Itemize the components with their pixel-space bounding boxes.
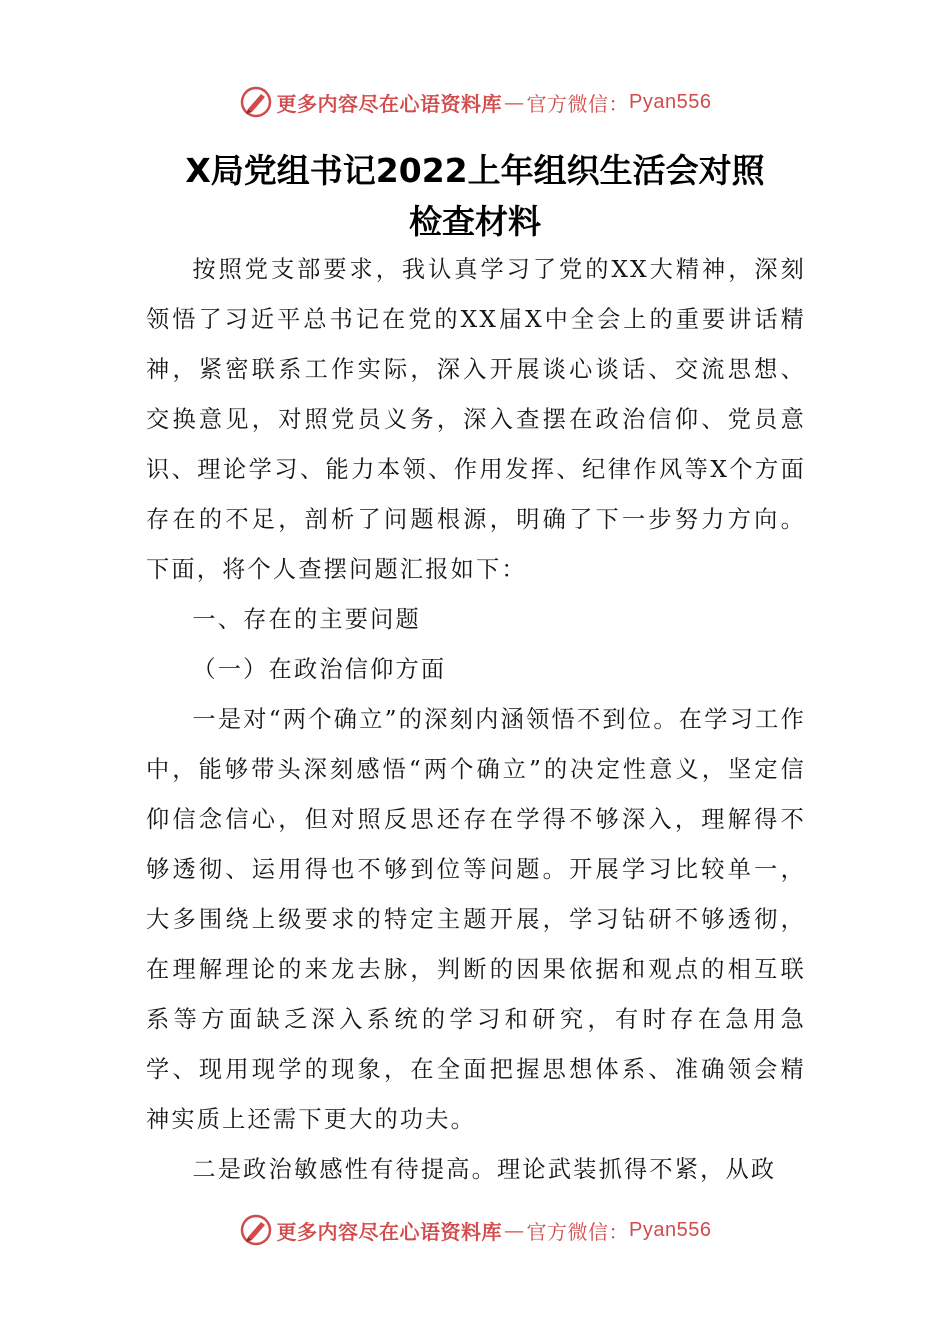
watermark-text: 更多内容尽在心语资料库 <box>276 1219 503 1244</box>
paragraph-point-one: 一是对“两个确立”的深刻内涵领悟不到位。在学习工作中，能够带头深刻感悟“两个确立”的决定性意义，坚定信仰信念信心，但对照反思还存在学得不够深入，理解得不够透彻、运用得也不够到位等问题。开展学习比较单一，大多围绕上级要求的特定主题开展，学习钻研不够透彻，在理解理论的来龙去脉，判断的因果依据和观点的相互联系等方面缺乏深入系统的学习和研究，有时存在急用急学、现用现学的现象，在全面把握思想体系、准确领会精神实质上还需下更大的功夫。 <box>146 706 806 1133</box>
document-title-line-2: 检查材料 <box>409 202 541 241</box>
watermark-separator: — <box>504 1218 525 1242</box>
watermark-header <box>0 82 950 122</box>
watermark-text: 更多内容尽在心语资料库 <box>276 91 503 116</box>
watermark-wechat-label: 官方微信： <box>526 1219 630 1244</box>
section-heading: 一、存在的主要问题 <box>192 606 421 633</box>
pen-logo-icon <box>239 85 273 119</box>
watermark-wechat-id: Pyan556 <box>629 90 712 113</box>
pen-logo-icon <box>239 1213 273 1247</box>
document-body <box>146 245 806 1195</box>
watermark-separator: — <box>504 90 525 114</box>
watermark-footer <box>0 1210 950 1250</box>
paragraph-intro: 按照党支部要求，我认真学习了党的XX大精神，深刻领悟了习近平总书记在党的XX届X中全会上的重要讲话精神，紧密联系工作实际，深入开展谈心谈话、交流思想、交换意见，对照党员义务，深入查摆在政治信仰、党员意识、理论学习、能力本领、作用发挥、纪律作风等X个方面存在的不足，剖析了问题根源，明确了下一步努力方向。下面，将个人查摆问题汇报如下： <box>146 256 806 583</box>
document-title-line-1: X局党组书记2022上年组织生活会对照 <box>185 151 765 190</box>
watermark-wechat-id: Pyan556 <box>629 1218 712 1241</box>
paragraph-point-two: 二是政治敏感性有待提高。理论武装抓得不紧，从政 <box>192 1156 777 1183</box>
watermark-wechat-label: 官方微信： <box>526 91 630 116</box>
subsection-heading: （一）在政治信仰方面 <box>192 656 447 683</box>
